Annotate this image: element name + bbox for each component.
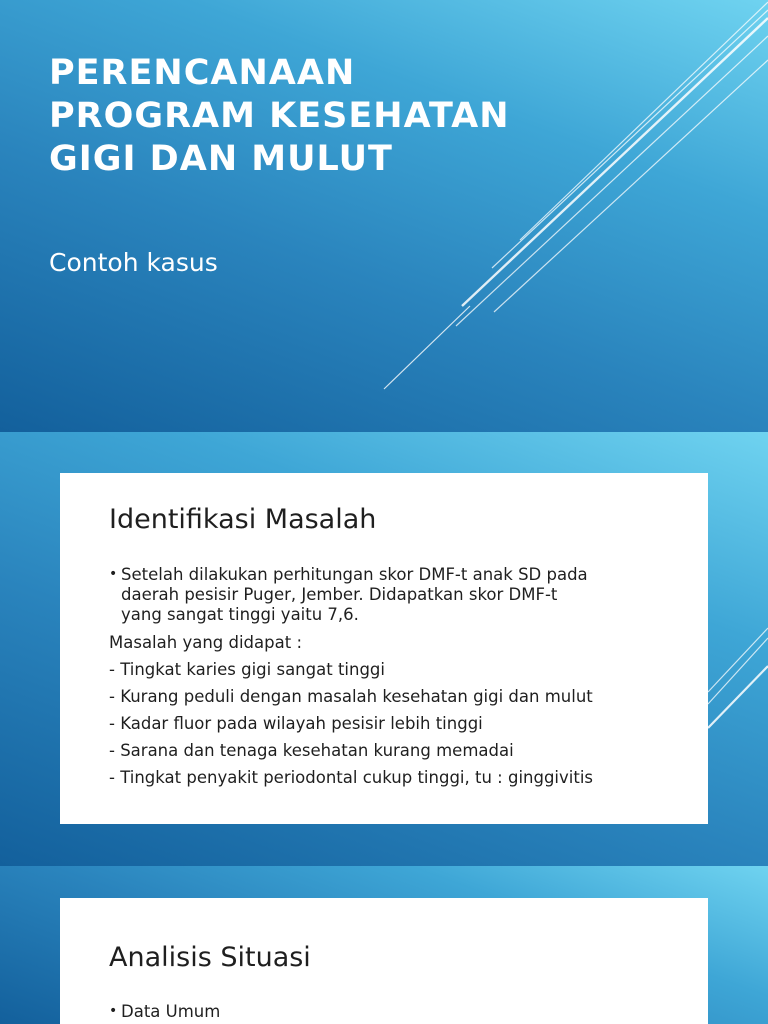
content-card: [60, 898, 708, 1024]
section-body: [109, 565, 699, 791]
section-body: [109, 1002, 699, 1024]
slide-identifikasi-masalah: [0, 432, 768, 866]
text-line: - Tingkat penyakit periodontal cukup tinggi, tu : ginggivitis: [109, 768, 594, 787]
page-title: [49, 52, 569, 181]
title-line: GIGI DAN MULUT: [49, 139, 393, 179]
bullet-line: yang sangat tinggi yaitu 7,6.: [121, 605, 359, 624]
bullet-item: [109, 565, 699, 625]
subtitle: Contoh kasus: [49, 248, 218, 277]
bullet-item: • Data Umum: [109, 1002, 699, 1022]
slide-analisis-situasi: [0, 866, 768, 1024]
text-line: - Kadar fluor pada wilayah pesisir lebih tinggi: [109, 714, 483, 733]
bullet-line: Setelah dilakukan perhitungan skor DMF-t anak SD pada: [121, 565, 588, 584]
text-line: Masalah yang didapat :: [109, 633, 303, 652]
text-line: - Kurang peduli dengan masalah kesehatan gigi dan mulut: [109, 687, 593, 706]
section-heading: Identifikasi Masalah: [109, 504, 377, 535]
text-line: - Sarana dan tenaga kesehatan kurang memadai: [109, 741, 514, 760]
slide-title: [0, 0, 768, 432]
title-line: PERENCANAAN: [49, 53, 356, 93]
section-heading: Analisis Situasi: [109, 942, 311, 973]
title-line: PROGRAM KESEHATAN: [49, 96, 510, 136]
content-card: [60, 473, 708, 824]
bullet-line: daerah pesisir Puger, Jember. Didapatkan skor DMF-t: [121, 585, 558, 604]
text-line: - Tingkat karies gigi sangat tinggi: [109, 660, 385, 679]
